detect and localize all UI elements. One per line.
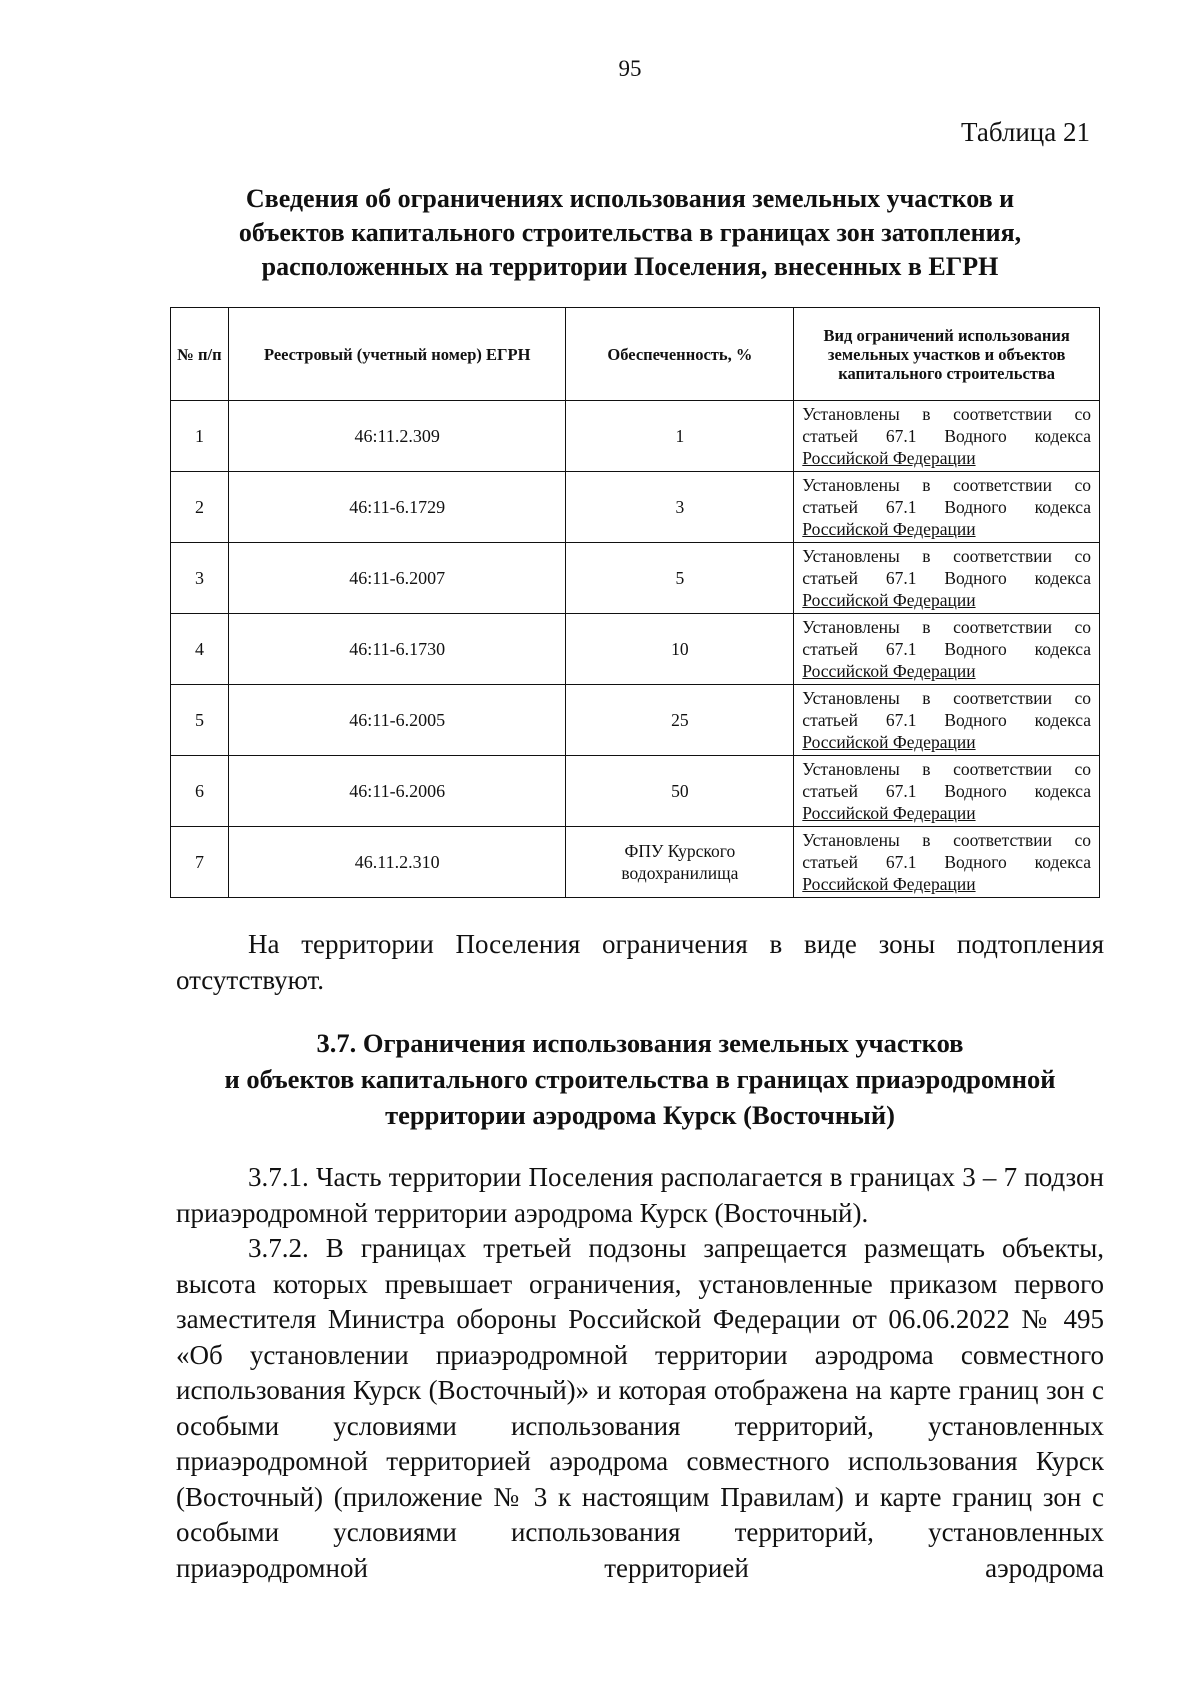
table-title-line: объектов капитального строительства в границах зон затопления, xyxy=(238,218,1022,247)
cell-registry: 46:11-6.2005 xyxy=(228,685,566,756)
cell-registry: 46:11-6.2006 xyxy=(228,756,566,827)
flooding-paragraph: На территории Поселения ограничения в виде зоны подтопления отсутствуют. xyxy=(176,929,1104,995)
section-title-line: и объектов капитального строительства в границах приаэродромной xyxy=(224,1064,1056,1094)
cell-kind xyxy=(794,614,1100,685)
cell-kind xyxy=(794,472,1100,543)
table-row xyxy=(171,756,1100,827)
paragraph-3-7-2: 3.7.2. В границах третьей подзоны запрещается размещать объекты, высота которых превышает ограничения, установленные приказом первого заместителя Министра обороны Российской Федерации от 06.06.2022 № 495 «Об установлении приаэродромной территории аэродрома совместного использования Курск (Восточный)» и которая отображена на карте границ зон с особыми условиями использования территорий, установленных приаэродромной территорией аэродрома совместного использования Курск (Восточный) (приложение № 3 к настоящим Правилам) и карте границ зон с особыми условиями использования территорий, установленных приаэродромной территорией аэродрома xyxy=(176,1233,1104,1583)
page-number: 95 xyxy=(618,56,642,81)
cell-kind-line: статьей 67.1 Водного кодекса xyxy=(802,497,1091,517)
cell-kind-line: Установлены в соответствии со xyxy=(802,617,1091,637)
section-title-line: 3.7. Ограничения использования земельных участков xyxy=(316,1028,964,1058)
header-kind: Вид ограничений использования земельных участков и объектов капитального строительства xyxy=(794,308,1100,401)
section-title xyxy=(160,1025,1120,1133)
cell-kind-line: статьей 67.1 Водного кодекса xyxy=(802,639,1091,659)
cell-num: 3 xyxy=(171,543,229,614)
table-title xyxy=(150,182,1110,284)
header-num: № п/п xyxy=(171,308,229,401)
table-header-row xyxy=(171,308,1100,401)
cell-kind-line: Установлены в соответствии со xyxy=(802,688,1091,708)
table-caption: Таблица 21 xyxy=(961,117,1090,147)
body-text xyxy=(176,1160,1104,1586)
cell-num: 1 xyxy=(171,401,229,472)
cell-kind-line: Установлены в соответствии со xyxy=(802,759,1091,779)
cell-kind-line: статьей 67.1 Водного кодекса xyxy=(802,426,1091,446)
cell-kind-line: Российской Федерации xyxy=(802,661,976,681)
cell-kind-line: статьей 67.1 Водного кодекса xyxy=(802,710,1091,730)
cell-supply: 10 xyxy=(566,614,794,685)
cell-num: 6 xyxy=(171,756,229,827)
cell-kind xyxy=(794,685,1100,756)
cell-kind-line: Установлены в соответствии со xyxy=(802,404,1091,424)
cell-kind-line: статьей 67.1 Водного кодекса xyxy=(802,568,1091,588)
cell-kind-line: Российской Федерации xyxy=(802,448,976,468)
cell-kind-line: статьей 67.1 Водного кодекса xyxy=(802,852,1091,872)
cell-kind-line: Российской Федерации xyxy=(802,732,976,752)
cell-kind-line: Установлены в соответствии со xyxy=(802,830,1091,850)
cell-supply: 1 xyxy=(566,401,794,472)
cell-num: 2 xyxy=(171,472,229,543)
cell-supply: 3 xyxy=(566,472,794,543)
cell-registry: 46:11-6.1729 xyxy=(228,472,566,543)
table-row xyxy=(171,685,1100,756)
header-registry: Реестровый (учетный номер) ЕГРН xyxy=(228,308,566,401)
table-title-line: Сведения об ограничениях использования земельных участков и xyxy=(245,184,1015,213)
cell-kind-line: Российской Федерации xyxy=(802,874,976,894)
cell-kind-line: Российской Федерации xyxy=(802,590,976,610)
cell-supply: ФПУ Курского водохранилища xyxy=(566,827,794,898)
cell-kind-line: статьей 67.1 Водного кодекса xyxy=(802,781,1091,801)
table-row xyxy=(171,472,1100,543)
cell-num: 7 xyxy=(171,827,229,898)
cell-kind xyxy=(794,401,1100,472)
table-row xyxy=(171,614,1100,685)
cell-kind-line: Российской Федерации xyxy=(802,803,976,823)
cell-kind xyxy=(794,543,1100,614)
cell-supply: 5 xyxy=(566,543,794,614)
cell-registry: 46:11-6.2007 xyxy=(228,543,566,614)
table-row xyxy=(171,401,1100,472)
header-supply: Обеспеченность, % xyxy=(566,308,794,401)
table-title-line: расположенных на территории Поселения, внесенных в ЕГРН xyxy=(261,252,999,281)
cell-num: 5 xyxy=(171,685,229,756)
paragraph-3-7-1: 3.7.1. Часть территории Поселения располагается в границах 3 – 7 подзон приаэродромной территории аэродрома Курск (Восточный). xyxy=(176,1162,1104,1228)
cell-kind-line: Российской Федерации xyxy=(802,519,976,539)
cell-kind-line: Установлены в соответствии со xyxy=(802,475,1091,495)
cell-registry: 46:11.2.309 xyxy=(228,401,566,472)
section-title-line: территории аэродрома Курск (Восточный) xyxy=(385,1100,895,1130)
cell-num: 4 xyxy=(171,614,229,685)
cell-registry: 46:11-6.1730 xyxy=(228,614,566,685)
cell-kind xyxy=(794,756,1100,827)
cell-registry: 46.11.2.310 xyxy=(228,827,566,898)
table-row xyxy=(171,827,1100,898)
cell-kind xyxy=(794,827,1100,898)
cell-supply: 50 xyxy=(566,756,794,827)
restrictions-table xyxy=(170,307,1100,898)
cell-kind-line: Установлены в соответствии со xyxy=(802,546,1091,566)
table-row xyxy=(171,543,1100,614)
cell-supply: 25 xyxy=(566,685,794,756)
